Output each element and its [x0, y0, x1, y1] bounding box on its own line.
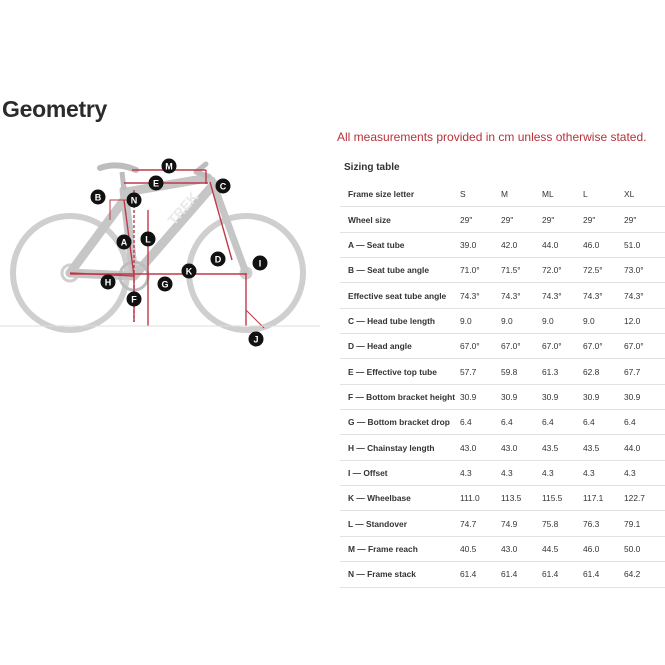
svg-text:M: M	[165, 161, 173, 172]
table-cell: 44.0	[624, 435, 665, 460]
row-label: G — Bottom bracket drop	[340, 410, 460, 435]
table-cell: 62.8	[583, 359, 624, 384]
table-cell: 46.0	[583, 536, 624, 561]
table-cell: 29"	[460, 207, 501, 232]
table-cell: 72.5°	[583, 258, 624, 283]
table-cell: 9.0	[501, 308, 542, 333]
marker-d	[211, 252, 226, 267]
table-row	[340, 486, 665, 511]
table-row	[340, 207, 665, 232]
row-label: C — Head tube length	[340, 308, 460, 333]
table-cell: 61.4	[460, 562, 501, 587]
table-cell: 29"	[583, 207, 624, 232]
table-cell: 74.9	[501, 511, 542, 536]
table-cell: 30.9	[624, 384, 665, 409]
table-row	[340, 562, 665, 587]
row-label: M — Frame reach	[340, 536, 460, 561]
table-cell: 39.0	[460, 232, 501, 257]
table-row	[340, 308, 665, 333]
table-cell: 72.0°	[542, 258, 583, 283]
table-cell: 64.2	[624, 562, 665, 587]
table-cell: 122.7	[624, 486, 665, 511]
row-label: F — Bottom bracket height	[340, 384, 460, 409]
table-cell: 74.7	[460, 511, 501, 536]
row-label: Frame size letter	[340, 182, 460, 207]
table-cell: 67.0°	[624, 334, 665, 359]
row-label: Effective seat tube angle	[340, 283, 460, 308]
row-label: H — Chainstay length	[340, 435, 460, 460]
table-row	[340, 460, 665, 485]
frame-brand-text: TREK	[164, 188, 202, 228]
marker-j	[249, 332, 264, 347]
table-cell: 75.8	[542, 511, 583, 536]
table-row	[340, 359, 665, 384]
table-cell: 9.0	[460, 308, 501, 333]
row-label: Wheel size	[340, 207, 460, 232]
sizing-table	[340, 182, 665, 588]
row-label: K — Wheelbase	[340, 486, 460, 511]
table-cell: 4.3	[542, 460, 583, 485]
marker-h	[101, 275, 116, 290]
table-cell: L	[583, 182, 624, 207]
table-cell: 44.0	[542, 232, 583, 257]
measurement-notice: All measurements provided in cm unless otherwise stated.	[337, 130, 647, 144]
top-tube	[126, 178, 208, 192]
svg-text:F: F	[131, 294, 137, 305]
row-label: B — Seat tube angle	[340, 258, 460, 283]
table-cell: 67.0°	[501, 334, 542, 359]
table-cell: 76.3	[583, 511, 624, 536]
table-cell: XL	[624, 182, 665, 207]
table-cell: 4.3	[583, 460, 624, 485]
table-cell: 6.4	[460, 410, 501, 435]
table-cell: 6.4	[542, 410, 583, 435]
table-cell: 59.8	[501, 359, 542, 384]
table-cell: 4.3	[501, 460, 542, 485]
down-tube	[134, 184, 214, 276]
bike-geometry-diagram	[0, 150, 320, 360]
marker-g	[158, 277, 173, 292]
svg-text:A: A	[120, 237, 128, 248]
table-row	[340, 283, 665, 308]
table-cell: 9.0	[542, 308, 583, 333]
svg-text:C: C	[219, 181, 227, 192]
svg-text:K: K	[185, 266, 193, 277]
table-cell: 117.1	[583, 486, 624, 511]
table-cell: 73.0°	[624, 258, 665, 283]
table-cell: 30.9	[583, 384, 624, 409]
table-cell: 43.5	[542, 435, 583, 460]
table-row	[340, 334, 665, 359]
table-cell: 71.5°	[501, 258, 542, 283]
table-row	[340, 511, 665, 536]
marker-l	[141, 232, 156, 247]
table-cell: 111.0	[460, 486, 501, 511]
table-cell: 6.4	[501, 410, 542, 435]
marker-m	[162, 159, 177, 174]
table-cell: 12.0	[624, 308, 665, 333]
table-cell: 79.1	[624, 511, 665, 536]
row-label: E — Effective top tube	[340, 359, 460, 384]
table-cell: 42.0	[501, 232, 542, 257]
table-cell: 6.4	[624, 410, 665, 435]
sizing-table-heading: Sizing table	[344, 162, 400, 173]
table-cell: 30.9	[501, 384, 542, 409]
table-cell: ML	[542, 182, 583, 207]
table-cell: S	[460, 182, 501, 207]
table-cell: 67.0°	[542, 334, 583, 359]
table-cell: 113.5	[501, 486, 542, 511]
table-row	[340, 258, 665, 283]
table-cell: 30.9	[460, 384, 501, 409]
table-cell: 57.7	[460, 359, 501, 384]
table-cell: 43.0	[501, 536, 542, 561]
table-cell: 43.0	[501, 435, 542, 460]
marker-b	[91, 190, 106, 205]
table-cell: 29"	[624, 207, 665, 232]
table-cell: 4.3	[624, 460, 665, 485]
marker-e	[149, 176, 164, 191]
seat-post	[122, 172, 124, 190]
table-cell: 40.5	[460, 536, 501, 561]
table-cell: M	[501, 182, 542, 207]
row-label: D — Head angle	[340, 334, 460, 359]
svg-text:D: D	[214, 254, 222, 265]
row-label: I — Offset	[340, 460, 460, 485]
svg-text:N: N	[130, 195, 138, 206]
table-cell: 6.4	[583, 410, 624, 435]
table-cell: 61.4	[542, 562, 583, 587]
table-cell: 61.4	[501, 562, 542, 587]
svg-text:H: H	[104, 277, 112, 288]
table-cell: 67.7	[624, 359, 665, 384]
table-cell: 46.0	[583, 232, 624, 257]
table-cell: 115.5	[542, 486, 583, 511]
table-cell: 74.3°	[501, 283, 542, 308]
svg-text:B: B	[94, 192, 102, 203]
row-label: L — Standover	[340, 511, 460, 536]
table-cell: 74.3°	[460, 283, 501, 308]
svg-text:J: J	[253, 334, 259, 345]
table-row	[340, 232, 665, 257]
table-cell: 29"	[542, 207, 583, 232]
saddle	[100, 165, 136, 170]
svg-text:G: G	[161, 279, 169, 290]
svg-text:I: I	[258, 258, 262, 269]
table-row	[340, 182, 665, 207]
marker-a	[117, 235, 132, 250]
table-cell: 51.0	[624, 232, 665, 257]
table-row	[340, 410, 665, 435]
table-row	[340, 435, 665, 460]
table-cell: 74.3°	[542, 283, 583, 308]
row-label: N — Frame stack	[340, 562, 460, 587]
table-cell: 71.0°	[460, 258, 501, 283]
table-cell: 67.0°	[583, 334, 624, 359]
table-cell: 43.0	[460, 435, 501, 460]
page-title: Geometry	[2, 96, 107, 122]
table-cell: 74.3°	[624, 283, 665, 308]
table-cell: 29"	[501, 207, 542, 232]
table-cell: 43.5	[583, 435, 624, 460]
table-cell: 61.4	[583, 562, 624, 587]
marker-c	[216, 179, 231, 194]
table-cell: 74.3°	[583, 283, 624, 308]
table-cell: 50.0	[624, 536, 665, 561]
table-cell: 9.0	[583, 308, 624, 333]
table-row	[340, 384, 665, 409]
marker-n	[127, 193, 142, 208]
svg-text:E: E	[152, 178, 160, 189]
table-cell: 67.0°	[460, 334, 501, 359]
marker-k	[182, 264, 197, 279]
table-cell: 44.5	[542, 536, 583, 561]
table-row	[340, 536, 665, 561]
svg-text:L: L	[145, 234, 151, 245]
marker-i	[253, 256, 268, 271]
table-cell: 4.3	[460, 460, 501, 485]
row-label: A — Seat tube	[340, 232, 460, 257]
marker-f	[127, 292, 142, 307]
table-cell: 61.3	[542, 359, 583, 384]
table-cell: 30.9	[542, 384, 583, 409]
